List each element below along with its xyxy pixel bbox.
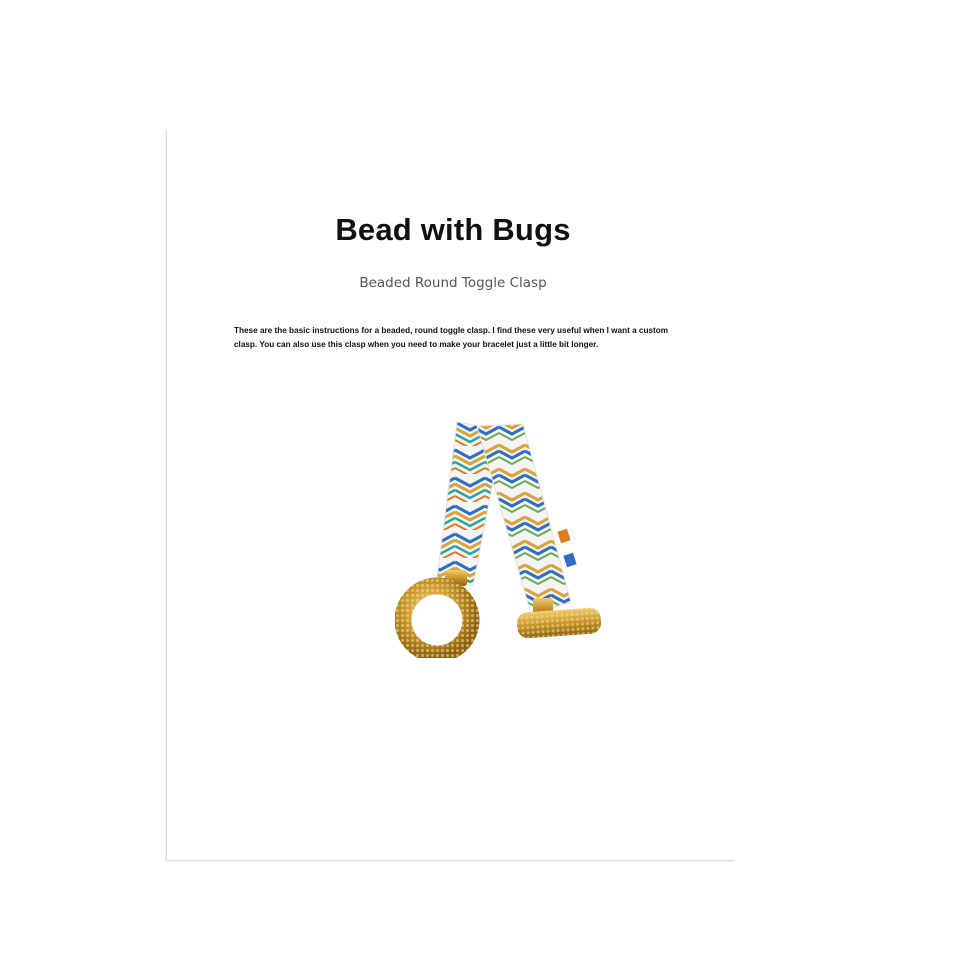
bracelet-strap-right — [477, 424, 577, 614]
bracelet-clasp-photo — [395, 418, 621, 658]
document-page — [166, 130, 735, 861]
intro-paragraph: These are the basic instructions for a beaded, round toggle clasp. I find these very useful when I want a custom clasp. You can also use this clasp when you need to make your bracelet just a little bit longer. — [234, 326, 669, 349]
toggle-ring — [403, 586, 471, 654]
page-title: Bead with Bugs — [335, 212, 571, 247]
toggle-bar — [516, 607, 602, 639]
page-subtitle: Beaded Round Toggle Clasp — [359, 275, 547, 291]
